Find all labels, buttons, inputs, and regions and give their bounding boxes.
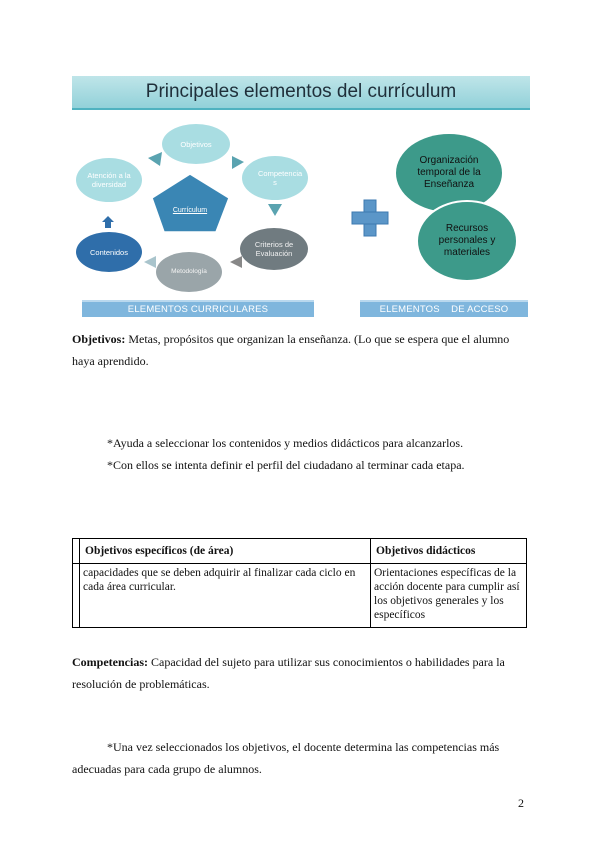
pentagon-label: Currículum: [172, 207, 208, 214]
table-gutter-cell: [73, 564, 80, 628]
table-row: [73, 564, 527, 628]
cycle-arrow: [268, 204, 282, 216]
table-cell: capacidades que se deben adquirir al finalizar cada ciclo en cada área curricular.: [80, 564, 371, 628]
objetivos-definition: Metas, propósitos que organizan la enseñanza. (Lo que se espera que el alumno haya aprendido.: [72, 332, 510, 368]
footer-curriculares: ELEMENTOS CURRICULARES: [82, 300, 314, 317]
node-criterios: [240, 228, 308, 270]
objetivos-note-2: *Con ellos se intenta definir el perfil del ciudadano al terminar cada etapa.: [107, 458, 465, 472]
objetivos-term: Objetivos:: [72, 332, 126, 346]
node-objetivos: [162, 124, 230, 164]
plus-icon: [352, 200, 388, 236]
node-metodologia: [156, 252, 222, 292]
node-competencias: [242, 156, 308, 200]
table-header-row: [73, 539, 527, 564]
table-cell: Orientaciones específicas de la acción docente para cumplir así los objetivos generales y los específicos: [371, 564, 527, 628]
cycle-arrow: [232, 156, 244, 169]
cycle-arrow: [230, 256, 242, 268]
node-label: Metodología: [171, 268, 207, 276]
node-label: Organización temporal de la Enseñanza: [417, 155, 481, 190]
objetivos-paragraph: [72, 328, 532, 372]
competencias-term: Competencias:: [72, 655, 148, 669]
node-label: Atención a la diversidad: [87, 171, 131, 189]
objetivos-table: [72, 538, 527, 628]
cycle-arrow: [102, 216, 114, 228]
table-header: Objetivos didácticos: [371, 539, 527, 564]
node-contenidos: [76, 232, 142, 272]
competencias-note: [72, 736, 532, 780]
competencias-paragraph: [72, 651, 532, 695]
objetivos-note-1: *Ayuda a seleccionar los contenidos y medios didácticos para alcanzarlos.: [107, 436, 464, 450]
node-label: Objetivos: [180, 139, 212, 149]
cycle-arrow: [144, 256, 156, 268]
node-label: Contenidos: [90, 247, 128, 257]
competencias-definition: Capacidad del sujeto para utilizar sus conocimientos o habilidades para la resolución de problemáticas.: [72, 655, 505, 691]
node-recursos: [416, 200, 518, 282]
cycle-arrow: [148, 152, 162, 166]
curriculum-diagram: [72, 76, 530, 320]
node-label: Criterios de Evaluación: [254, 240, 294, 258]
table-gutter-cell: [73, 539, 80, 564]
table-header: Objetivos específicos (de área): [80, 539, 371, 564]
node-label: Recursos personales y materiales: [438, 223, 496, 258]
node-organizacion-temporal: [396, 134, 502, 212]
page-number: 2: [518, 796, 524, 810]
diagram-title: Principales elementos del currículum: [72, 76, 530, 110]
competencias-note-text: *Una vez seleccionados los objetivos, el docente determina las competencias más adecuadas para cada grupo de alumnos.: [72, 740, 500, 776]
node-atencion-diversidad: [76, 158, 142, 202]
curriculum-pentagon: [152, 174, 229, 232]
footer-acceso: ELEMENTOS DE ACCESO: [360, 300, 528, 317]
node-label: Competencia s: [258, 169, 303, 187]
